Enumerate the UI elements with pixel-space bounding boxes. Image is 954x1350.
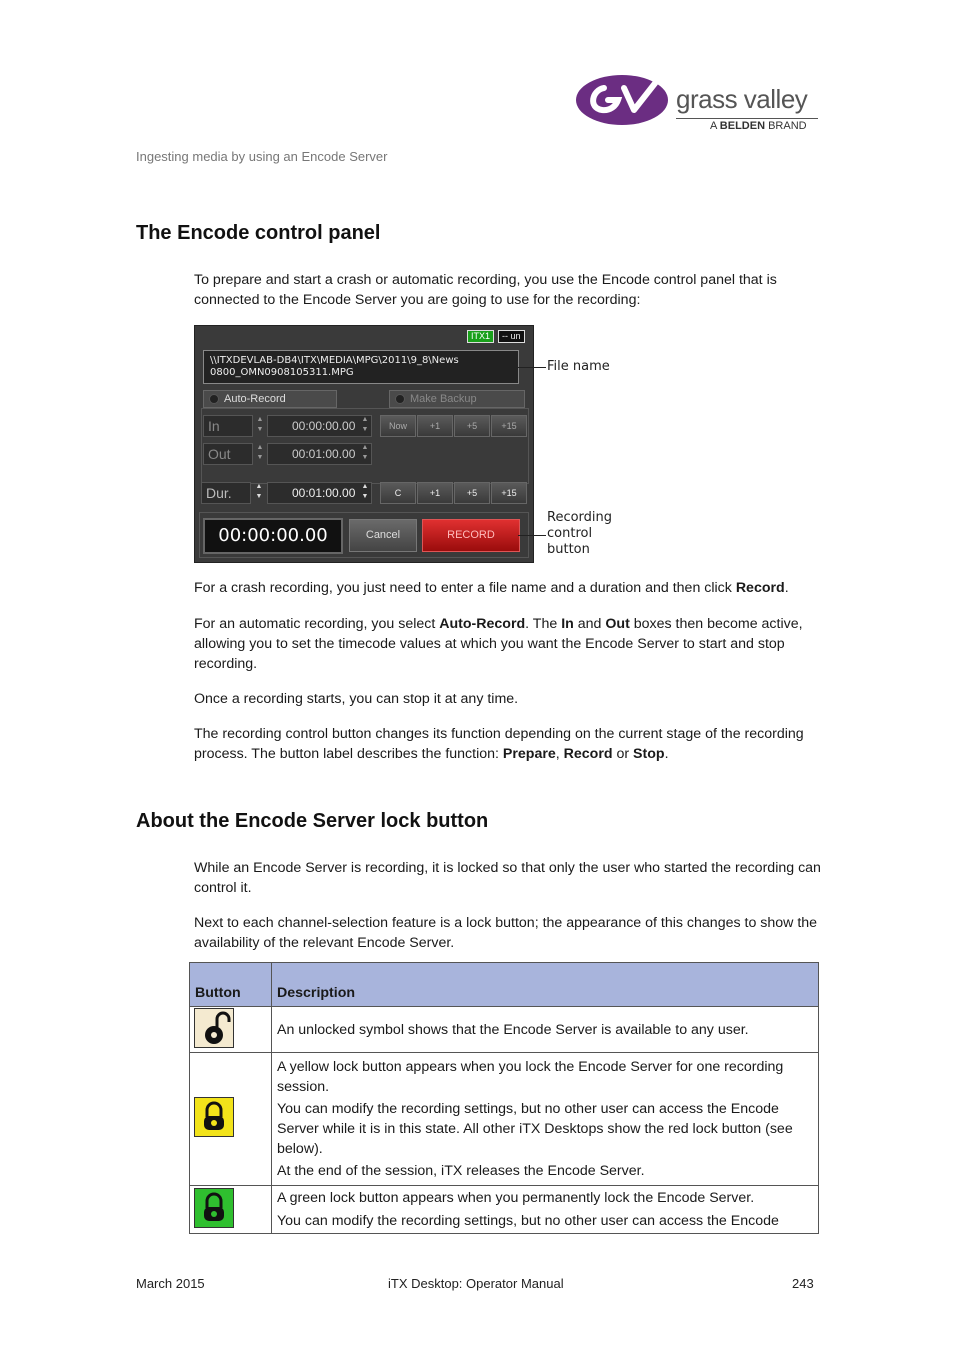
in-plus15-button[interactable]: +15 — [491, 415, 527, 437]
record-leader — [518, 535, 546, 536]
auto-record-checkbox[interactable]: Auto-Record — [203, 390, 337, 408]
column-header-description: Description — [272, 963, 819, 1007]
brand-tagline: A BELDEN BRAND — [710, 120, 807, 132]
file-name-field[interactable]: \\ITXDEVLAB-DB4\ITX\MEDIA\MPG\2011\9_8\News 0800_OMN0908105311.MPG — [203, 350, 519, 384]
section-title-lock-button: About the Encode Server lock button — [136, 810, 489, 832]
gv-logo-icon — [574, 72, 678, 128]
dur-plus15-button[interactable]: +15 — [491, 482, 527, 504]
table-header-row — [190, 963, 819, 1007]
lock-intro-paragraph: While an Encode Server is recording, it is locked so that only the user who started the recording can control it. — [194, 860, 821, 896]
yellow-lock-icon — [194, 1097, 234, 1137]
radio-dot-icon — [395, 394, 405, 404]
lock-indicator: -- un — [498, 330, 525, 343]
record-button[interactable]: RECORD — [422, 519, 520, 552]
dur-plus5-button[interactable]: +5 — [454, 482, 490, 504]
cancel-button[interactable]: Cancel — [349, 519, 417, 552]
out-tc-spinner-icon[interactable]: ▲ ▼ — [361, 444, 369, 461]
in-spinner-icon[interactable]: ▲ ▼ — [256, 416, 264, 433]
out-label: Out — [203, 443, 253, 465]
green-lock-icon — [194, 1188, 234, 1228]
channel-indicator: ITX1 — [467, 330, 494, 343]
table-row: An unlocked symbol shows that the Encode Server is available to any user. — [190, 1007, 819, 1053]
file-name-leader — [516, 367, 546, 368]
lock-button-paragraph: Next to each channel-selection feature is a lock button; the appearance of this changes to show the availability of the relevant Encode Server. — [194, 915, 818, 951]
make-backup-checkbox[interactable]: Make Backup — [389, 390, 525, 408]
control-button-paragraph: The recording control button changes its function depending on the current stage of the recording process. The button label describes the function: Prepare, Record or Stop. — [194, 726, 804, 762]
footer-date: March 2015 — [136, 1276, 205, 1291]
footer-page-number: 243 — [792, 1276, 814, 1291]
lock-button-table — [189, 962, 819, 1234]
dur-clear-button[interactable]: C — [380, 482, 416, 504]
in-label: In — [203, 415, 253, 437]
footer-title: iTX Desktop: Operator Manual — [388, 1276, 564, 1291]
now-button[interactable]: Now — [380, 415, 416, 437]
brand-logo — [574, 72, 824, 132]
encode-intro: To prepare and start a crash or automatic recording, you use the Encode control panel that is connected to the Encode Server you are going to use for the recording: — [194, 272, 777, 308]
in-plus5-button[interactable]: +5 — [454, 415, 490, 437]
stop-recording-paragraph: Once a recording starts, you can stop it at any time. — [194, 691, 519, 707]
recording-timecode-display: 00:00:00.00 — [203, 518, 343, 554]
in-tc-spinner-icon[interactable]: ▲ ▼ — [361, 416, 369, 433]
running-header: Ingesting media by using an Encode Server — [136, 149, 388, 164]
auto-recording-paragraph: For an automatic recording, you select Auto-Record. The In and Out boxes then become active, allowing you to set the timecode values at which you want the Encode Server to start and stop recording. — [194, 616, 803, 672]
dur-label: Dur. — [201, 482, 251, 504]
brand-rule — [676, 118, 818, 119]
encode-control-panel — [194, 325, 534, 563]
in-plus1-button[interactable]: +1 — [417, 415, 453, 437]
table-row: A yellow lock button appears when you lock the Encode Server for one recording session. You can modify the recording settings, but no other user can access the Encode Server while it is in this state. All other iTX Desktops show the red lock button (see below). At the end of the session, iTX releases the Encode Server. — [190, 1053, 819, 1186]
table-row: A green lock button appears when you permanently lock the Encode Server. You can modify the recording settings, but no other user can access the Encode — [190, 1186, 819, 1234]
radio-dot-icon — [209, 394, 219, 404]
column-header-button: Button — [190, 963, 272, 1007]
dur-tc-spinner-icon[interactable]: ▲ ▼ — [361, 483, 369, 500]
unlocked-lock-icon — [194, 1008, 234, 1048]
out-timecode-field[interactable]: 00:01:00.00 — [267, 443, 372, 465]
crash-recording-paragraph: For a crash recording, you just need to enter a file name and a duration and then click Record. — [194, 580, 789, 596]
out-spinner-icon[interactable]: ▲ ▼ — [256, 444, 264, 461]
dur-timecode-field[interactable]: 00:01:00.00 — [267, 482, 372, 504]
in-timecode-field[interactable]: 00:00:00.00 — [267, 415, 372, 437]
section-title-encode-panel: The Encode control panel — [136, 222, 381, 244]
dur-plus1-button[interactable]: +1 — [417, 482, 453, 504]
dur-spinner-icon[interactable]: ▲ ▼ — [255, 483, 263, 500]
brand-name: grass valley — [676, 84, 808, 114]
callout-file-name: File name — [547, 359, 610, 374]
callout-recording-control: Recording control button — [547, 510, 613, 557]
